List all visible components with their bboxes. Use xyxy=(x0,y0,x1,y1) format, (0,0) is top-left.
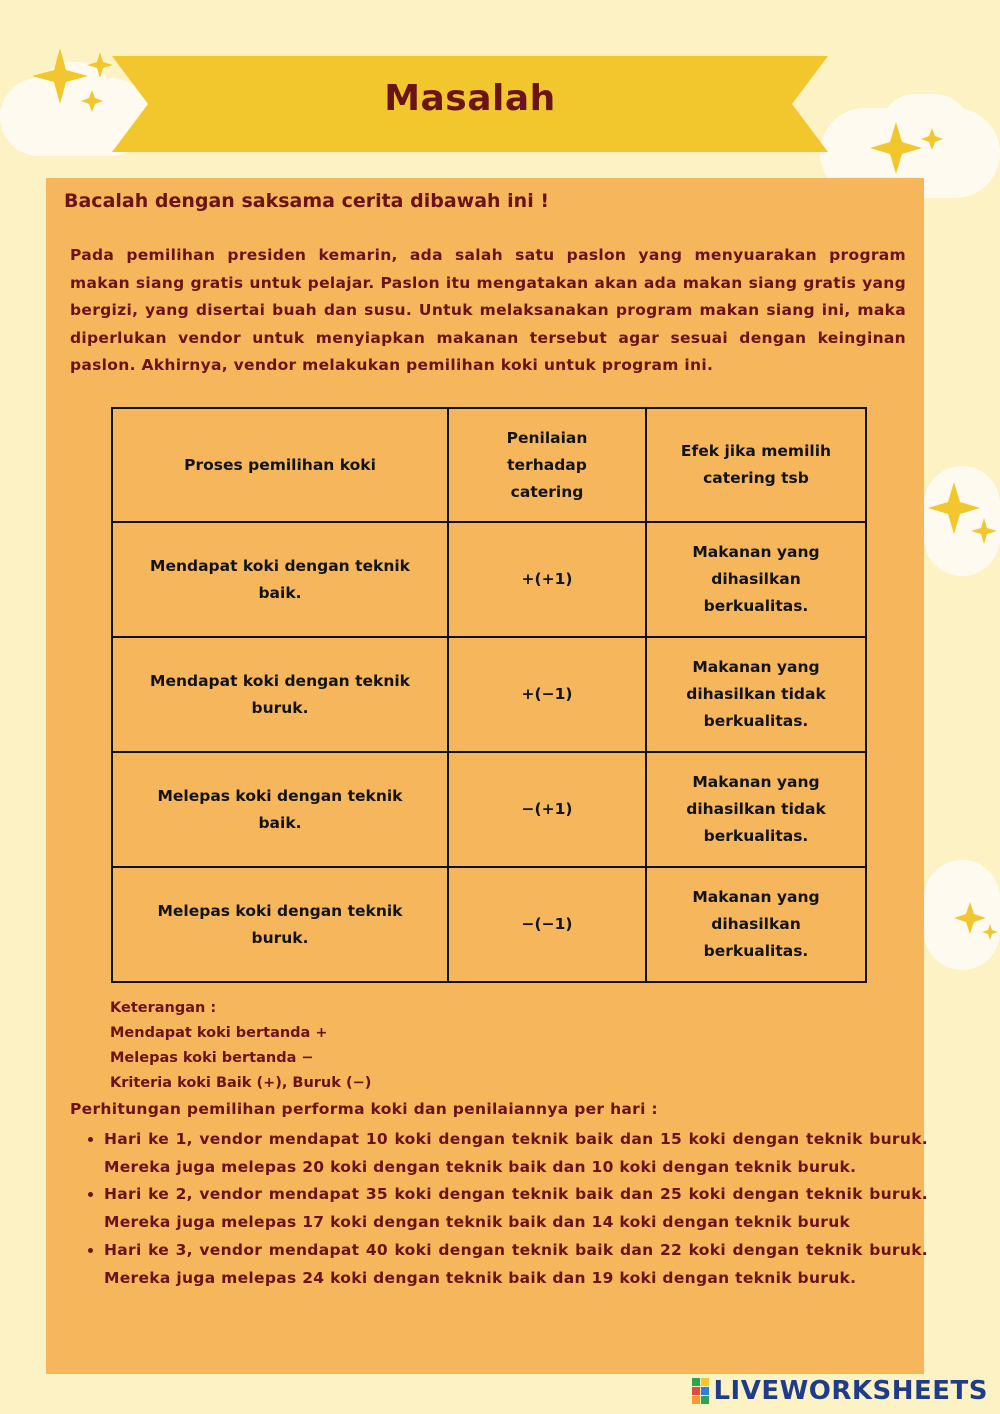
list-item: • Hari ke 2, vendor mendapat 35 koki dengan teknik baik dan 25 koki dengan teknik buruk. Mereka juga melepas 17 koki dengan teknik baik dan 14 koki dengan teknik buruk xyxy=(104,1181,928,1236)
table-cell-process: Melepas koki dengan teknik buruk. xyxy=(112,867,448,982)
table-cell-process: Mendapat koki dengan teknik buruk. xyxy=(112,637,448,752)
table-cell-effect: Makanan yang dihasilkan berkualitas. xyxy=(646,522,866,637)
table-header-row xyxy=(112,408,866,522)
table-cell-score: −(+1) xyxy=(448,752,646,867)
logo-blocks-icon xyxy=(692,1378,709,1404)
table-cell-effect: Makanan yang dihasilkan tidak berkualitas. xyxy=(646,752,866,867)
legend-line: Kriteria koki Baik (+), Buruk (−) xyxy=(110,1075,372,1091)
calculation-title: Perhitungan pemilihan performa koki dan penilaiannya per hari : xyxy=(70,1100,658,1118)
table-row xyxy=(112,752,866,867)
list-item: • Hari ke 3, vendor mendapat 40 koki dengan teknik baik dan 22 koki dengan teknik buruk. Mereka juga melepas 24 koki dengan teknik baik dan 19 koki dengan teknik buruk. xyxy=(104,1237,928,1292)
story-paragraph: Pada pemilihan presiden kemarin, ada salah satu paslon yang menyuarakan program makan siang gratis untuk pelajar. Paslon itu mengatakan akan ada makan siang gratis yang bergizi, yang disertai buah dan susu. Untuk melaksanakan program makan siang ini, maka diperlukan vendor untuk menyiapkan makanan tersebut agar sesuai dengan keinginan paslon. Akhirnya, vendor melakukan pemilihan koki untuk program ini. xyxy=(70,246,906,374)
table-cell-process: Mendapat koki dengan teknik baik. xyxy=(112,522,448,637)
liveworksheets-logo xyxy=(692,1374,988,1408)
sparkle-icon xyxy=(926,478,1000,558)
table-row xyxy=(112,867,866,982)
table-cell-process: Melepas koki dengan teknik baik. xyxy=(112,752,448,867)
day-list xyxy=(82,1126,928,1292)
title-banner xyxy=(112,56,828,152)
legend-notes xyxy=(110,996,371,1096)
table-cell-effect: Makanan yang dihasilkan berkualitas. xyxy=(646,867,866,982)
table-header-cell: Penilaian terhadap catering xyxy=(448,408,646,522)
legend-line: Melepas koki bertanda − xyxy=(110,1050,314,1066)
table-cell-score: +(−1) xyxy=(448,637,646,752)
brand-text: LIVEWORKSHEETS xyxy=(713,1376,988,1406)
list-item: • Hari ke 1, vendor mendapat 10 koki dengan teknik baik dan 15 koki dengan teknik buruk. Mereka juga melepas 20 koki dengan teknik baik dan 10 koki dengan teknik buruk. xyxy=(104,1126,928,1181)
content-card xyxy=(46,178,928,1374)
koki-table xyxy=(111,407,867,983)
table-cell-effect: Makanan yang dihasilkan tidak berkualitas. xyxy=(646,637,866,752)
table-row xyxy=(112,637,866,752)
page-title: Masalah xyxy=(384,78,556,119)
legend-title: Keterangan : xyxy=(110,1000,217,1016)
table-row xyxy=(112,522,866,637)
sparkle-icon xyxy=(950,898,1000,948)
table-header-cell: Efek jika memilih catering tsb xyxy=(646,408,866,522)
instruction-text: Bacalah dengan saksama cerita dibawah ini ! xyxy=(64,190,550,212)
table-cell-score: +(+1) xyxy=(448,522,646,637)
sparkle-icon xyxy=(30,44,120,114)
legend-line: Mendapat koki bertanda + xyxy=(110,1025,328,1041)
table-header-cell: Proses pemilihan koki xyxy=(112,408,448,522)
table-cell-score: −(−1) xyxy=(448,867,646,982)
